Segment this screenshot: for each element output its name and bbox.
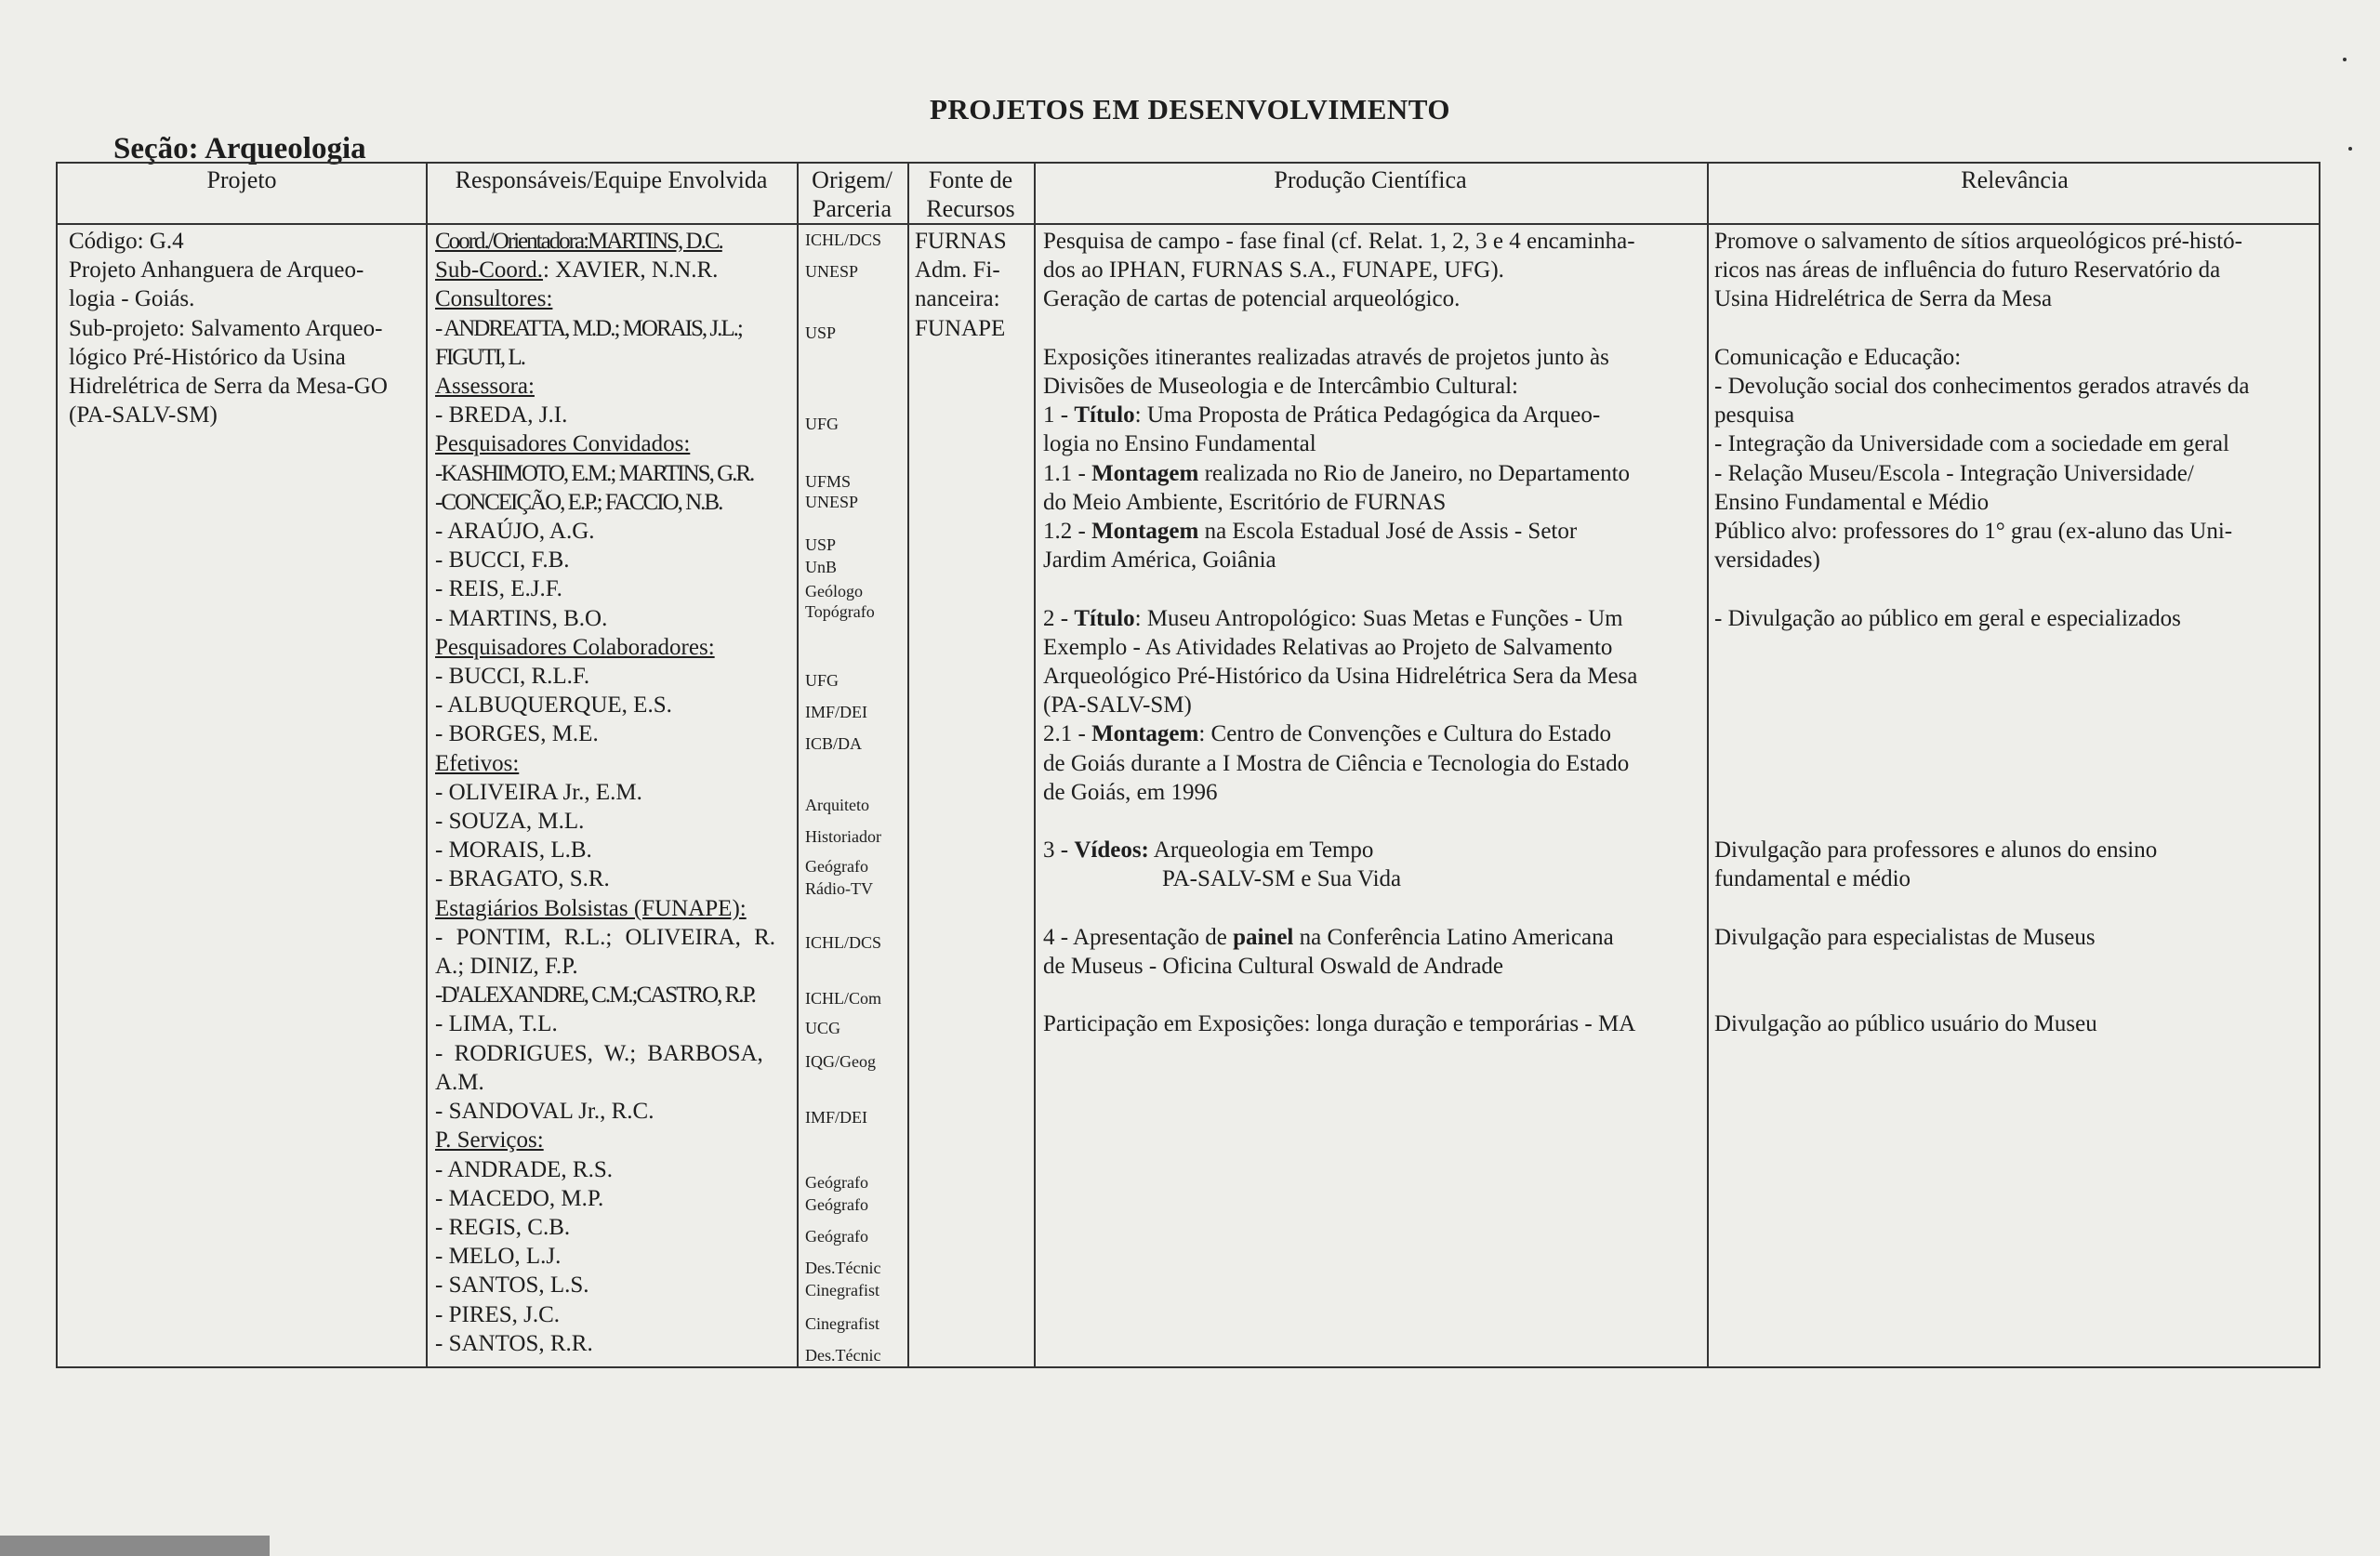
team-member: - REGIS, C.B. [435, 1214, 571, 1240]
team-member: Sub-Coord.: XAVIER, N.N.R. [435, 257, 719, 284]
team-member: -D'ALEXANDRE, C.M.;CASTRO, R.P. [435, 982, 755, 1009]
origem-label: Geógrafo [805, 1173, 868, 1192]
team-member: - LIMA, T.L. [435, 1011, 558, 1037]
origem-cell [805, 164, 904, 1366]
origem-label: Geógrafo [805, 1195, 868, 1214]
page-title: PROJETOS EM DESENVOLVIMENTO [929, 93, 1451, 125]
origem-label: Cinegrafist [805, 1314, 879, 1333]
projeto-line: lógico Pré-Histórico da Usina [69, 344, 346, 370]
origem-label: ICHL/Com [805, 989, 882, 1008]
spacer [1714, 807, 2315, 836]
spacer [1714, 952, 2315, 981]
origem-label: Cinegrafist [805, 1281, 879, 1299]
team-member: - ARAÚJO, A.G. [435, 519, 595, 545]
producao-line: Exposições itinerantes realizadas através de projetos junto às [1043, 344, 1609, 370]
team-member: -CONCEIÇÃO, E.P.; FACCIO, N.B. [435, 489, 722, 515]
responsaveis-cell [435, 227, 792, 1358]
team-member: - MACEDO, M.P. [435, 1185, 604, 1211]
origem-label: Geólogo [805, 582, 863, 600]
projeto-line: logia - Goiás. [69, 286, 195, 312]
relevancia-cell [1714, 227, 2315, 1039]
producao-item: 3 - Vídeos: Arqueologia em Tempo [1043, 837, 1374, 864]
spacer [1043, 807, 1699, 836]
relevancia-line: Divulgação para especialistas de Museus [1714, 924, 2096, 950]
fonte-line: FUNAPE [915, 315, 1006, 341]
fonte-line: nanceira: [915, 286, 1000, 312]
relevancia-line: - Relação Museu/Escola - Integração Universidade/ [1714, 460, 2194, 486]
producao-line: Pesquisa de campo - fase final (cf. Relat. 1, 2, 3 e 4 encaminha- [1043, 229, 1635, 254]
producao-line: Exemplo - As Atividades Relativas ao Projeto de Salvamento [1043, 634, 1613, 660]
team-member: - BORGES, M.E. [435, 721, 599, 747]
producao-item: 1 - Título: Uma Proposta de Prática Pedagógica da Arqueo- [1043, 402, 1601, 429]
origem-label: Topógrafo [805, 602, 875, 621]
spacer [1714, 574, 2315, 603]
team-role-heading: Assessora: [435, 374, 535, 400]
projeto-line: (PA-SALV-SM) [69, 402, 218, 429]
team-member: - SANTOS, R.R. [435, 1330, 593, 1356]
relevancia-line: Divulgação para professores e alunos do ensino [1714, 837, 2158, 864]
header-responsaveis: Responsáveis/Equipe Envolvida [455, 166, 768, 193]
column-divider [907, 164, 909, 1366]
producao-line: de Goiás durante a I Mostra de Ciência e Tecnologia do Estado [1043, 750, 1630, 776]
column-divider [426, 164, 428, 1366]
spacer [1714, 749, 2315, 778]
header-origem-line: Origem/ [812, 166, 892, 193]
relevancia-line: - Devolução social dos conhecimentos gerados através da [1714, 374, 2250, 399]
team-member: FIGUTI, L. [435, 344, 524, 370]
team-member: - BREDA, J.I. [435, 402, 568, 429]
producao-item: 2 - Título: Museu Antropológico: Suas Metas e Funções - Um [1043, 605, 1623, 631]
team-member: - SOUZA, M.L. [435, 809, 585, 835]
scan-speck [2343, 58, 2347, 61]
origem-label: UFMS [805, 472, 852, 491]
team-member: - BUCCI, F.B. [435, 547, 570, 574]
team-member: - MORAIS, L.B. [435, 837, 592, 864]
team-member: - SANDOVAL Jr., R.C. [435, 1099, 654, 1125]
team-member: -KASHIMOTO, E.M.; MARTINS, G.R. [435, 460, 754, 486]
producao-line: dos ao IPHAN, FURNAS S.A., FUNAPE, UFG). [1043, 257, 1504, 284]
origem-label: UCG [805, 1019, 841, 1037]
header-origem-line: Parceria [812, 195, 892, 222]
team-member: - PONTIM, R.L.; OLIVEIRA, R. [435, 924, 776, 950]
projeto-cell [69, 227, 418, 429]
team-role-heading: Sub-Coord. [435, 257, 543, 284]
fonte-cell [915, 227, 1030, 343]
origem-label: Historiador [805, 827, 881, 846]
team-role-heading: Efetivos: [435, 750, 520, 776]
header-fonte [907, 164, 1034, 223]
origem-label: ICHL/DCS [805, 231, 882, 249]
origem-label: Geógrafo [805, 857, 868, 876]
scan-edge-bar [0, 1536, 270, 1556]
relevancia-line: Ensino Fundamental e Médio [1714, 489, 1990, 515]
fonte-line: FURNAS [915, 229, 1007, 254]
team-role-heading: Pesquisadores Convidados: [435, 431, 691, 457]
projeto-line: Projeto Anhanguera de Arqueo- [69, 257, 364, 284]
origem-label: ICHL/DCS [805, 933, 882, 952]
origem-label: IMF/DEI [805, 703, 867, 721]
relevancia-line: fundamental e médio [1714, 866, 1911, 892]
producao-item: 4 - Apresentação de painel na Conferência Latino Americana [1043, 924, 1614, 950]
team-member: - ANDRADE, R.S. [435, 1156, 613, 1182]
relevancia-line: Comunicação e Educação: [1714, 344, 1962, 370]
origem-label: UNESP [805, 262, 859, 281]
section-title: Seção: Arqueologia [113, 132, 366, 165]
team-member: - REIS, E.J.F. [435, 576, 562, 602]
spacer [1043, 894, 1699, 923]
spacer [1043, 574, 1699, 603]
team-member: A.M. [435, 1069, 484, 1095]
column-divider [1034, 164, 1036, 1366]
producao-line: Geração de cartas de potencial arqueológico. [1043, 286, 1461, 312]
producao-line: PA-SALV-SM e Sua Vida [1162, 866, 1402, 892]
spacer [1043, 314, 1699, 343]
projects-table [56, 162, 2320, 1368]
origem-label: IMF/DEI [805, 1108, 867, 1127]
origem-label: Des.Técnic [805, 1259, 881, 1277]
header-divider [58, 223, 2319, 225]
producao-line: de Museus - Oficina Cultural Oswald de Andrade [1043, 954, 1504, 980]
team-member: - ALBUQUERQUE, E.S. [435, 692, 672, 719]
header-fonte-line: Recursos [926, 195, 1015, 222]
projeto-line: Sub-projeto: Salvamento Arqueo- [69, 315, 383, 341]
spacer [1714, 662, 2315, 691]
team-role-heading: Consultores: [435, 286, 553, 312]
team-member: - BRAGATO, S.R. [435, 866, 610, 892]
scan-speck [2348, 147, 2352, 151]
spacer [1714, 778, 2315, 807]
producao-line: Participação em Exposições: longa duração e temporárias - MA [1043, 1011, 1636, 1037]
producao-line: Divisões de Museologia e de Intercâmbio Cultural: [1043, 374, 1518, 399]
spacer [1714, 894, 2315, 923]
relevancia-line: Promove o salvamento de sítios arqueológicos pré-histó- [1714, 229, 2242, 254]
origem-label: UFG [805, 671, 840, 690]
spacer [1714, 314, 2315, 343]
team-role-heading: Coord./Orientadora:MARTINS, D.C. [435, 229, 722, 254]
header-fonte-line: Fonte de [928, 166, 1013, 193]
producao-line: (PA-SALV-SM) [1043, 692, 1192, 719]
producao-item: 1.2 - Montagem na Escola Estadual José de Assis - Setor [1043, 519, 1578, 545]
relevancia-line: - Divulgação ao público em geral e especializados [1714, 605, 2181, 631]
origem-label: USP [805, 323, 837, 342]
origem-label: Rádio-TV [805, 879, 873, 898]
producao-line: Jardim América, Goiânia [1043, 547, 1276, 574]
origem-label: UnB [805, 558, 838, 576]
fonte-line: Adm. Fi- [915, 257, 1000, 284]
spacer [1714, 691, 2315, 719]
team-member: - SANTOS, L.S. [435, 1272, 589, 1299]
team-role-heading: Estagiários Bolsistas (FUNAPE): [435, 895, 747, 921]
origem-label: USP [805, 535, 837, 554]
relevancia-line: Usina Hidrelétrica de Serra da Mesa [1714, 286, 2053, 312]
relevancia-line: versidades) [1714, 547, 1820, 574]
producao-line: do Meio Ambiente, Escritório de FURNAS [1043, 489, 1447, 515]
origem-label: Geógrafo [805, 1227, 868, 1246]
header-relevancia: Relevância [1961, 166, 2069, 193]
producao-line: de Goiás, em 1996 [1043, 779, 1218, 805]
origem-label: UNESP [805, 493, 859, 511]
origem-label: IQG/Geog [805, 1052, 876, 1071]
team-member: - RODRIGUES, W.; BARBOSA, [435, 1040, 763, 1066]
projeto-line: Código: G.4 [69, 229, 184, 254]
producao-line: logia no Ensino Fundamental [1043, 431, 1316, 457]
team-member: - OLIVEIRA Jr., E.M. [435, 779, 642, 805]
team-member: A.; DINIZ, F.P. [435, 954, 578, 980]
origem-label: Des.Técnic [805, 1346, 881, 1365]
projeto-line: Hidrelétrica de Serra da Mesa-GO [69, 374, 388, 400]
header-producao: Produção Científica [1274, 166, 1467, 193]
origem-label: UFG [805, 415, 840, 433]
team-member: - PIRES, J.C. [435, 1301, 561, 1327]
column-divider [797, 164, 799, 1366]
header-projeto: Projeto [206, 166, 277, 193]
relevancia-line: pesquisa [1714, 402, 1795, 429]
origem-label: ICB/DA [805, 734, 863, 753]
team-member: - MARTINS, B.O. [435, 605, 608, 631]
spacer [1043, 981, 1699, 1009]
spacer [1714, 633, 2315, 662]
producao-cell [1043, 227, 1699, 1039]
team-role-heading: P. Serviços: [435, 1127, 544, 1154]
team-role-heading: Pesquisadores Colaboradores: [435, 634, 715, 660]
team-member: - MELO, L.J. [435, 1244, 562, 1270]
producao-line: Arqueológico Pré-Histórico da Usina Hidrelétrica Sera da Mesa [1043, 664, 1638, 690]
team-member: - ANDREATTA, M.D.; MORAIS, J.L.; [435, 315, 742, 341]
producao-item: 1.1 - Montagem realizada no Rio de Janeiro, no Departamento [1043, 460, 1631, 486]
producao-item: 2.1 - Montagem: Centro de Convenções e Cultura do Estado [1043, 721, 1611, 747]
relevancia-line: - Integração da Universidade com a sociedade em geral [1714, 431, 2229, 457]
spacer [1714, 981, 2315, 1009]
relevancia-line: Divulgação ao público usuário do Museu [1714, 1011, 2097, 1037]
relevancia-line: ricos nas áreas de influência do futuro Reservatório da [1714, 257, 2221, 284]
column-divider [1707, 164, 1709, 1366]
origem-label: Arquiteto [805, 796, 869, 814]
team-member: - BUCCI, R.L.F. [435, 664, 590, 690]
spacer [1714, 719, 2315, 748]
relevancia-line: Público alvo: professores do 1° grau (ex-aluno das Uni- [1714, 519, 2233, 545]
